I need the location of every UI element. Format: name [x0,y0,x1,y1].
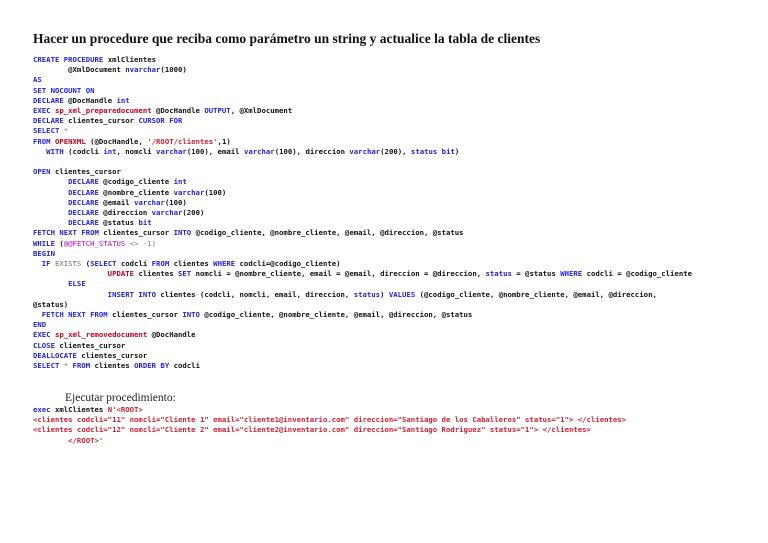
code-token: clientes_cursor [54,340,126,350]
code-line [33,147,692,157]
code-line [33,228,692,238]
code-line [33,361,692,371]
code-token: ,1) [217,136,231,146]
code-token: nomcli = @nombre_cliente, email = @email, direccion = @direccion, [191,269,486,279]
code-token: (@codigo_cliente, @nombre_cliente, @email, @direccion, [415,289,657,299]
code-token: @XmlDocument [33,65,126,75]
code-token: bit [138,218,152,228]
code-token: codcli=@codigo_cliente) [235,259,341,269]
code-token: CLOSE [33,340,55,350]
code-token: codcli [116,259,152,269]
code-line [33,351,692,361]
code-token: SELECT [90,259,117,269]
code-token: EXEC [33,330,51,340]
code-token: clientes_cursor [76,350,148,360]
code-line [33,239,692,249]
code-token: DECLARE [33,208,99,218]
code-token: EXEC [33,106,51,116]
code-token: DECLARE [33,177,99,187]
code-token: clientes_cursor [98,228,174,238]
code-token: varchar [173,187,205,197]
code-line [33,177,692,187]
code-token: DEALLOCATE [33,350,77,360]
code-token: FROM [68,361,91,371]
code-token: status [485,269,512,279]
code-token: N'<ROOT> [107,405,143,414]
code-token: varchar [156,146,187,156]
code-token: varchar [243,146,275,156]
code-token: , @XmlDocument [230,106,293,116]
code-token: ORDER BY [134,361,170,371]
code-token: ( [54,238,64,248]
code-token: @codigo_cliente, @nombre_cliente, @email, @direccion, @status [191,228,464,238]
procedure-code-block [33,55,692,371]
code-line [33,55,692,65]
code-token: clientes_cursor [107,310,183,320]
code-token: xmlClientes [50,405,108,414]
code-token: SET [177,269,192,279]
code-token: CREATE PROCEDURE [33,55,104,64]
code-token: @DocHandle [147,330,196,340]
code-line [33,300,692,310]
code-token: SELECT [33,361,60,371]
code-token: varchar [349,146,381,156]
code-token: <clientes codcli="11" nomcli="Cliente 1" email="cliente1@inventario.com" direccion="Santiago de los Caballeros" status="1"> </clientes> [33,415,627,425]
code-token: ( [81,259,91,269]
code-token: (100) [204,187,227,197]
exec-code-block [33,405,626,446]
code-line [33,137,692,147]
code-token: FROM [33,136,51,146]
code-token: UPDATE [33,269,135,279]
code-token: ) [380,289,389,299]
exec-code-line [33,425,626,435]
exec-heading: Ejecutar procedimiento: [65,392,176,404]
code-token: status [353,289,381,299]
code-token: SET NOCOUNT ON [33,85,95,95]
code-token: (200) [182,208,205,218]
code-token: DECLARE [33,218,99,228]
code-line [33,126,692,136]
code-token: sp_xml_removedocument [50,330,148,340]
code-token: nvarchar [125,65,161,75]
code-line [33,259,692,269]
code-token: INTO [182,310,200,320]
code-token: codcli [169,361,200,371]
code-token: WHERE [560,269,583,279]
code-line [33,75,692,85]
code-line [33,279,692,289]
code-token: <clientes codcli="12" nomcli="Cliente 2" email="cliente2@inventario.com" direccion="Santiago Rodriguez" status="1"> </clientes> [33,425,591,435]
code-token: </ROOT>' [33,435,104,445]
code-token: INTO [173,228,192,238]
code-token: @email [98,197,135,207]
document-title: Hacer un procedure que reciba como parámetro un string y actualice la tabla de clientes [33,31,541,46]
code-token: BEGIN [33,248,55,258]
code-token: varchar [134,197,165,207]
code-token: CURSOR FOR [138,116,183,126]
code-token: @codigo_cliente, @nombre_cliente, @email, @direccion, @status [199,310,473,320]
code-token: @status) [33,299,69,309]
code-token: clientes [134,269,178,279]
code-token: , nomcli [116,146,157,156]
code-token: ) [454,146,460,156]
code-token: DECLARE [33,95,64,105]
code-token: @nombre_cliente [98,187,174,197]
code-token: AS [33,75,42,85]
code-token: clientes [90,361,135,371]
code-token: @DocHandle [151,106,205,116]
code-token: (codcli [63,146,104,156]
code-line [33,341,692,351]
code-token: DECLARE [33,197,99,207]
code-line [33,167,692,177]
code-token: FROM [151,259,170,269]
code-line [33,320,692,330]
code-line [33,65,692,75]
code-token: EXISTS [50,259,82,269]
code-token: * [59,126,69,136]
code-token: exec [33,405,51,414]
code-line [33,116,692,126]
code-token: FETCH NEXT FROM [33,310,108,320]
code-token: @codigo_cliente [98,177,174,187]
code-token: @DocHandle [63,95,117,105]
code-token: '/ROOT/clientes' [147,136,218,146]
code-token: clientes [169,259,214,269]
code-token: int [103,146,117,156]
code-token: codcli = @codigo_cliente [582,269,692,279]
code-token: ELSE [33,279,86,289]
code-line [33,290,692,300]
code-token: @@FETCH_STATUS [63,238,126,248]
code-line [33,188,692,198]
code-token: FETCH NEXT FROM [33,228,99,238]
code-token: int [173,177,187,187]
code-token: (@DocHandle, [85,136,148,146]
code-token: (100) [164,197,187,207]
code-token: END [33,320,47,330]
code-token: OUTPUT [204,106,231,116]
code-token: VALUES [388,289,416,299]
code-token: (100), email [186,146,244,156]
code-token: DECLARE [33,187,99,197]
code-token: xmlClientes [103,55,157,64]
code-token: INSERT INTO [33,289,157,299]
code-line [33,330,692,340]
code-token: int [116,95,130,105]
code-token: SELECT [33,126,60,136]
code-line [33,86,692,96]
code-token: sp_xml_preparedocument [50,106,152,116]
exec-code-line [33,415,626,425]
code-token: varchar [151,208,183,218]
code-token: OPENXML [50,136,86,146]
code-token: <> -1) [125,238,157,248]
code-token: (1000) [160,65,187,75]
code-token: OPEN [33,167,51,177]
code-line [33,269,692,279]
code-token: (100), direccion [274,146,350,156]
code-token: WITH [33,146,64,156]
code-token: @status [98,218,139,228]
code-token: WHILE [33,238,55,248]
code-token: (200), [380,146,411,156]
code-token: clientes_cursor [63,116,139,126]
code-line [33,249,692,259]
code-token: status bit [410,146,455,156]
code-line [33,198,692,208]
code-token: * [59,361,69,371]
code-token: = @status [511,269,561,279]
code-line [33,218,692,228]
exec-code-line [33,405,626,415]
exec-code-line [33,436,626,446]
code-token: clientes_cursor [50,167,121,177]
code-token: @direccion [98,208,152,218]
code-line [33,106,692,116]
code-token: IF [33,259,51,269]
code-token: WHERE [213,259,236,269]
code-line [33,208,692,218]
code-token: DECLARE [33,116,64,126]
code-line [33,96,692,106]
code-line [33,157,692,167]
code-line [33,310,692,320]
code-token: clientes (codcli, nomcli, email, direccion, [156,289,354,299]
